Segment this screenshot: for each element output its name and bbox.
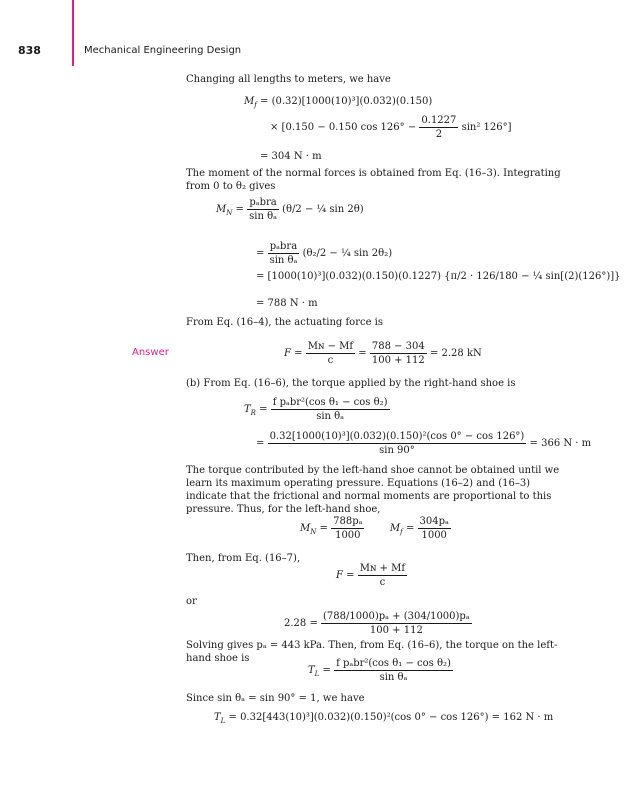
eq-mn-line2: = $\frac{\text{pₐbra}}{\text{sin θₐ}}$ (θ₂/2 − ¼ sin 2θ₂)	[256, 241, 393, 266]
eq-f2: F = $\frac{\text{Mɴ + Mf}}{c}$	[336, 563, 406, 588]
para-or: or	[186, 596, 197, 607]
eq-tl-final: $T_L = 0.32[443(10)^3](0.032)(0.150)^2(\cos$ 0° − cos 126°) = 162 N · m	[214, 712, 554, 725]
para-meters: Changing all lengths to meters, we have	[186, 74, 391, 85]
header-rule	[72, 0, 74, 66]
eq-mf-result: = 304 N · m	[260, 151, 322, 162]
para-since: Since sin θₐ = sin 90° = 1, we have	[186, 693, 365, 704]
para-left-shoe: The torque contributed by the left-hand shoe cannot be obtained until we learn its maximum operating pressure. Equations (16–2) and (16–3) indicate that the frictional and normal moments are proportional to this pressure. Thus, for the left-hand shoe,	[186, 465, 560, 515]
para-actuating-force: From Eq. (16–4), the actuating force is	[186, 317, 384, 328]
eq-mf-line2: × [0.150 − 0.150 cos 126° − $\frac{0.1227}{2}$ sin² 126°]	[270, 115, 512, 140]
eq-f: F = $\frac{\text{Mɴ − Mf}}{c}$ = $\frac{788 - 304}{100 + 112}$ = 2.28 kN	[284, 341, 482, 366]
para-solving: Solving gives pₐ = 443 kPa. Then, from Eq. (16–6), the torque on the left-hand shoe is	[186, 640, 558, 664]
eq-228: 2.28 = $\frac{\text{(788/1000)pₐ + (304/1000)pₐ}}{100 + 112}$	[284, 611, 470, 636]
para-normal-moment: The moment of the normal forces is obtained from Eq. (16–3). Integrating from 0 to θ₂ gives	[186, 168, 561, 192]
eq-tr-line2: = $\frac{\text{0.32[1000(10)³](0.032)(0.150)²(cos 0° − cos 126°)}}{\sin 90^\circ}$ = 366 N · m	[256, 431, 592, 456]
eq-mn-line1: $M_N$ = $\frac{\text{pₐbra}}{\text{sin θₐ}}$ (θ/2 − ¼ sin 2θ)	[216, 197, 364, 222]
eq-mf-line1: $M_f = (0.32)[1000(10)^3](0.032)(0.150)$	[244, 96, 433, 109]
eq-left-moments: $M_N$ = $\frac{\text{788pₐ}}{1000}$ $M_f$ = $\frac{\text{304pₐ}}{1000}$	[300, 516, 449, 541]
eq-mn-result: = 788 N · m	[256, 298, 318, 309]
frac-01227: $\frac{0.1227}{2}$	[421, 115, 457, 140]
para-eq167: Then, from Eq. (16–7),	[186, 553, 301, 564]
para-right-torque: (b) From Eq. (16–6), the torque applied by the right-hand shoe is	[186, 378, 516, 389]
answer-label: Answer	[132, 347, 169, 358]
running-title: Mechanical Engineering Design	[84, 45, 242, 56]
page-number: 838	[18, 44, 41, 57]
eq-tr-line1: $T_R$ = $\frac{\text{f pₐbr²(cos θ₁ − cos θ₂)}}{\text{sin θₐ}}$	[244, 397, 388, 422]
eq-tl: $T_L$ = $\frac{\text{f pₐbr²(cos θ₁ − cos θ₂)}}{\text{sin θₐ}}$	[308, 658, 451, 683]
eq-mn-line3: = [1000(10)³](0.032)(0.150)(0.1227) {π/2 · 126/180 − ¼ sin[(2)(126°)]}	[256, 271, 621, 282]
